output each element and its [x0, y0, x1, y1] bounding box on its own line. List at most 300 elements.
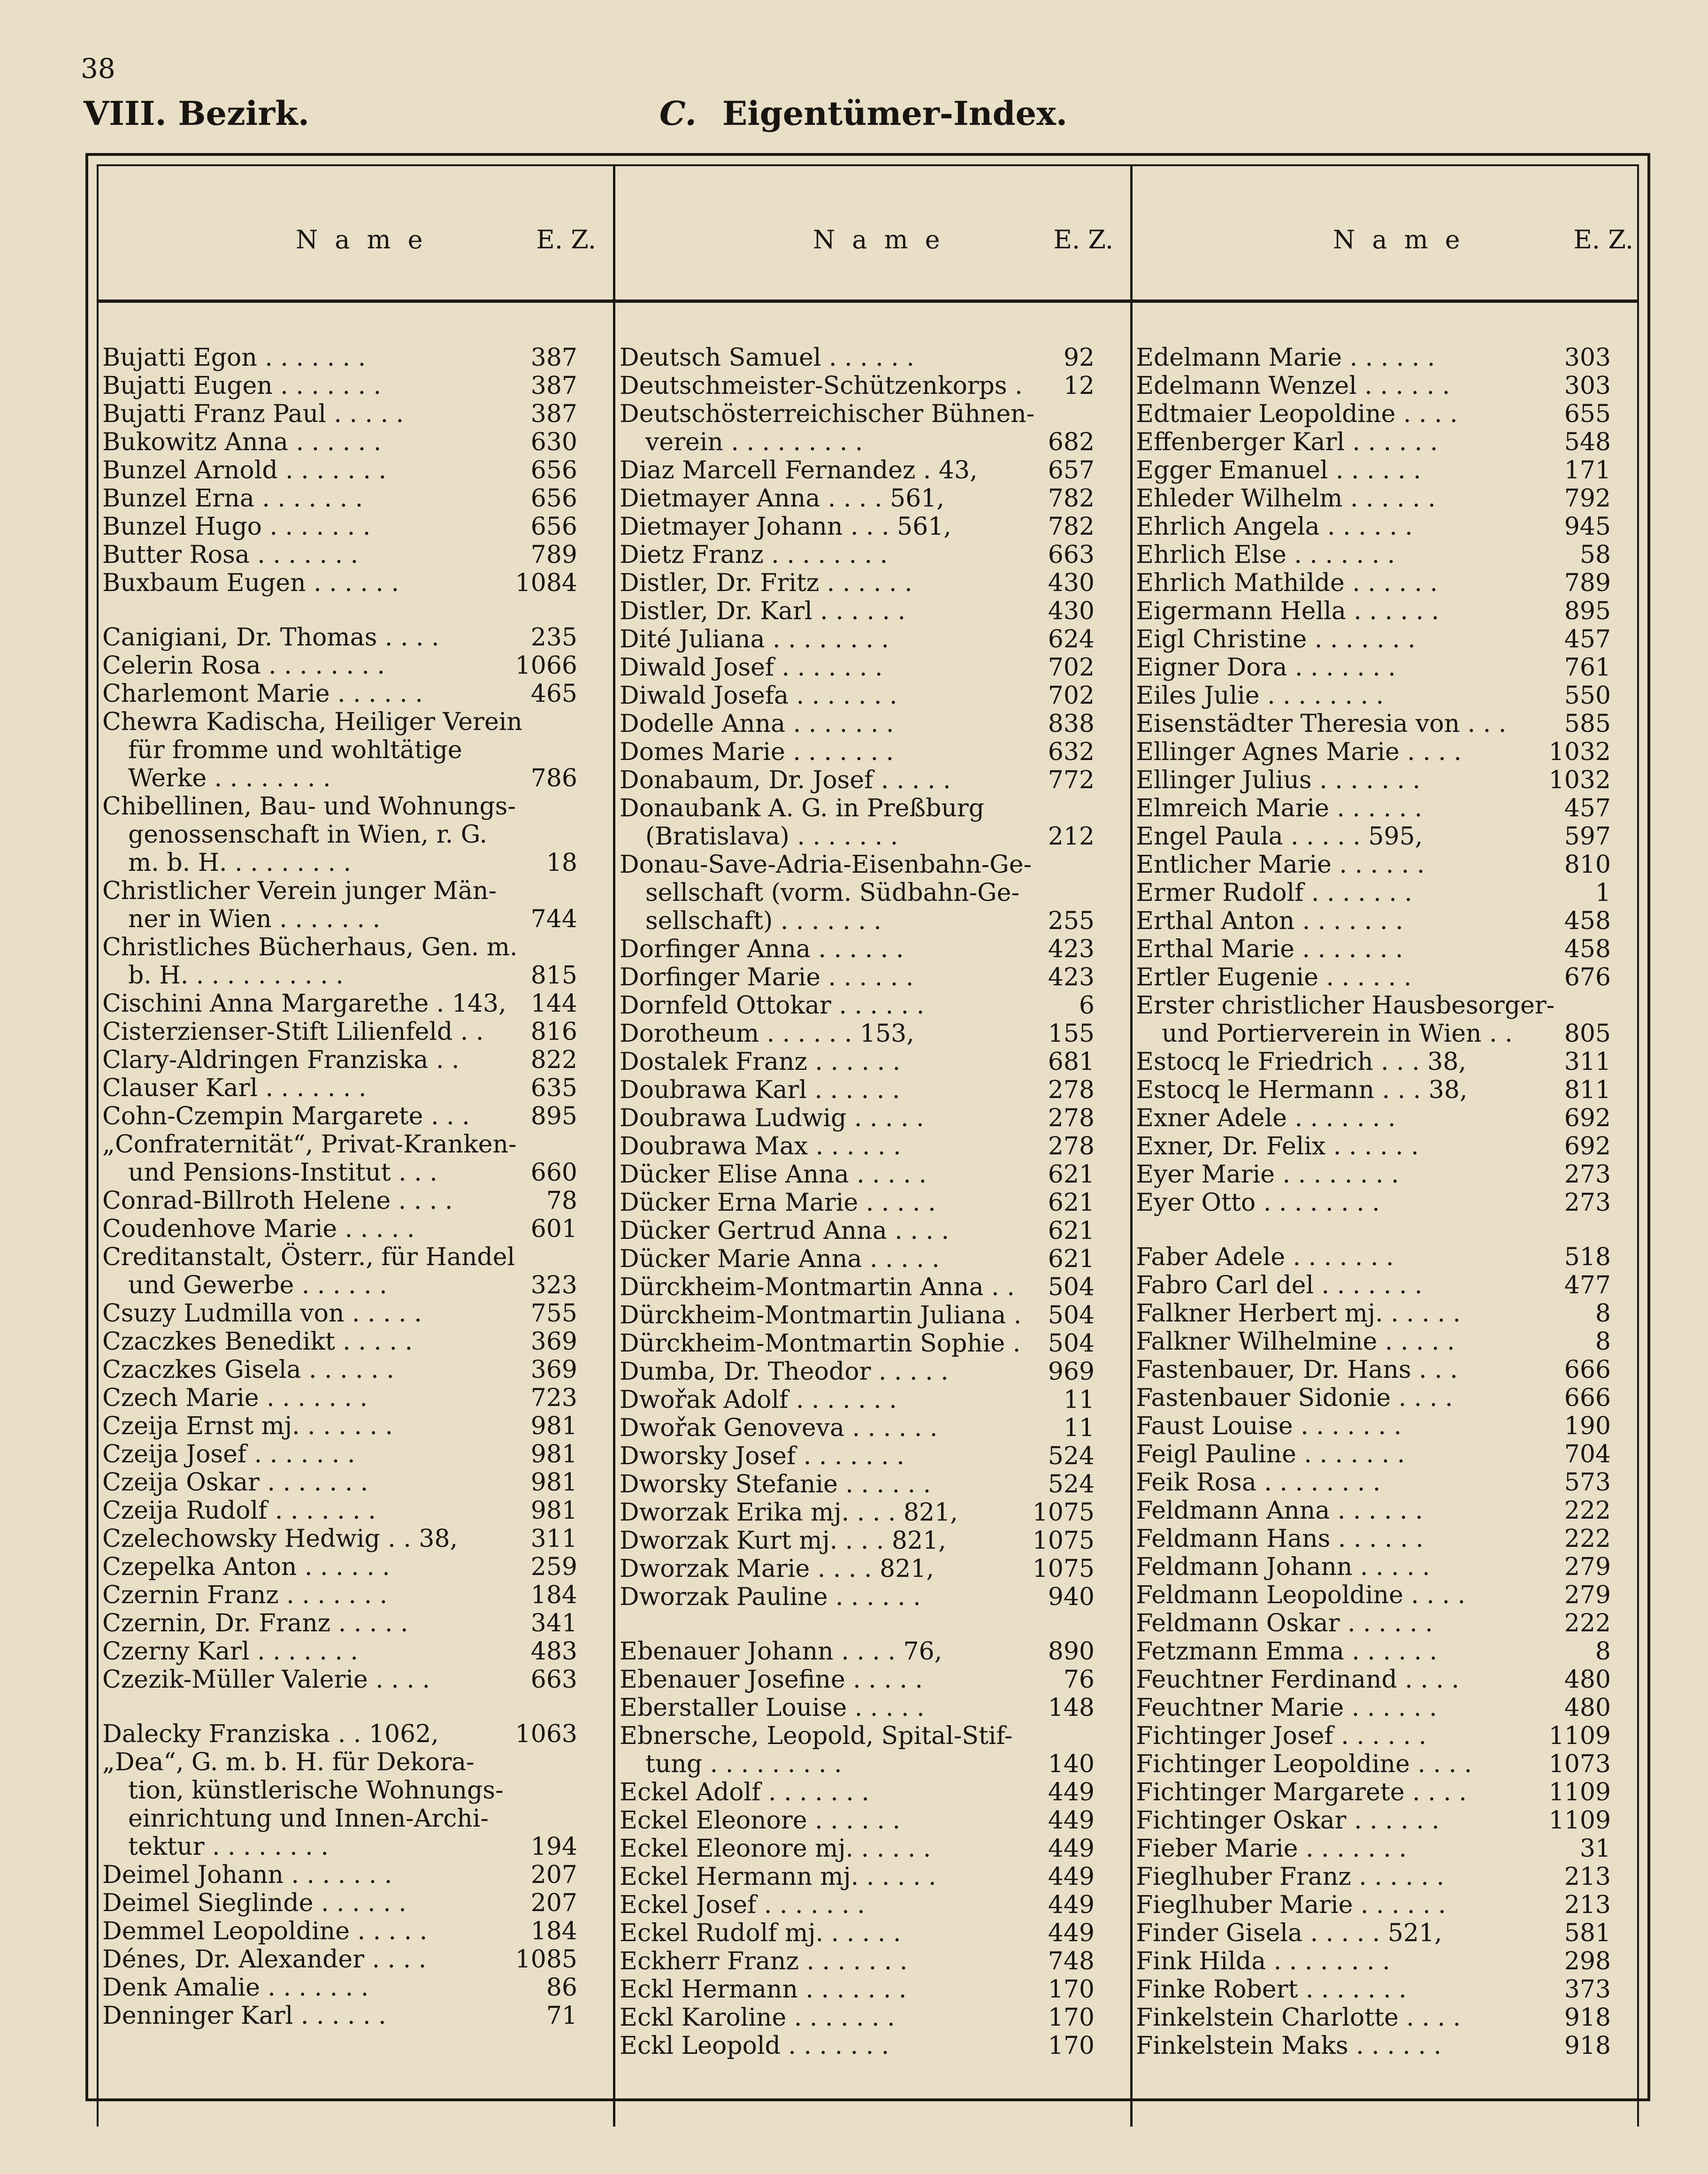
section-heading: VIII. Bezirk.	[84, 94, 310, 133]
index-entry	[102, 1861, 577, 1889]
entry-name: Diwald Josefa . . . . . . .	[620, 682, 897, 710]
entry-name: Ellinger Julius . . . . . . .	[1136, 766, 1420, 794]
entry-name: Entlicher Marie . . . . . .	[1136, 851, 1425, 879]
entry-name: Eckl Hermann . . . . . . .	[620, 1975, 907, 2004]
entry-name: Fastenbauer, Dr. Hans . . .	[1136, 1356, 1458, 1384]
entry-name: und Portierverein in Wien . .	[1162, 1020, 1513, 1048]
entry-ez: 477	[1564, 1271, 1611, 1299]
entry-name: Fichtinger Margarete . . . .	[1136, 1778, 1467, 1806]
index-entry	[1136, 1637, 1611, 1666]
entry-ez: 449	[1048, 1863, 1095, 1891]
entry-ez: 457	[1564, 794, 1611, 822]
index-entry	[102, 1299, 577, 1328]
entry-name: Czepelka Anton . . . . . .	[102, 1553, 390, 1581]
entry-ez: 744	[530, 905, 577, 933]
index-entry	[102, 1720, 577, 1748]
entry-ez: 155	[1048, 1020, 1095, 1048]
entry-ez: 656	[530, 456, 577, 484]
header-ez-label: E. Z.	[1053, 225, 1113, 254]
entry-name: Czech Marie . . . . . . .	[102, 1384, 368, 1412]
index-entry	[1136, 597, 1611, 625]
index-entry	[620, 1132, 1095, 1160]
index-entry	[620, 1863, 1095, 1891]
entry-name: Elmreich Marie . . . . . .	[1136, 794, 1423, 822]
index-entry	[102, 1468, 577, 1497]
entry-name: Ellinger Agnes Marie . . . .	[1136, 738, 1462, 766]
entry-name: Dalecky Franziska . . 1062,	[102, 1720, 439, 1748]
entry-ez: 78	[546, 1187, 577, 1215]
entry-ez: 748	[1048, 1947, 1095, 1975]
entry-name: Dworzak Erika mj. . . . 821,	[620, 1498, 958, 1527]
index-entry	[1136, 2032, 1611, 2060]
entry-ez: 981	[530, 1412, 577, 1440]
index-column-1	[102, 344, 577, 2030]
index-entry	[102, 1328, 577, 1356]
entry-ez: 630	[530, 428, 577, 456]
entry-ez: 666	[1564, 1356, 1611, 1384]
entry-ez: 12	[1063, 372, 1095, 400]
entry-name: Denk Amalie . . . . . . .	[102, 1974, 369, 2002]
entry-name: Ehrlich Else . . . . . . .	[1136, 541, 1395, 569]
index-entry	[620, 963, 1095, 991]
index-entry	[102, 792, 577, 821]
entry-name: Ehleder Wilhelm . . . . . .	[1136, 484, 1436, 513]
entry-ez: 255	[1048, 907, 1095, 935]
entry-ez: 144	[530, 990, 577, 1018]
entry-name: Bukowitz Anna . . . . . .	[102, 428, 382, 456]
entry-name: Dietmayer Johann . . . 561,	[620, 513, 951, 541]
entry-name: Dücker Marie Anna . . . . .	[620, 1245, 940, 1273]
entry-name: tektur . . . . . . . .	[128, 1833, 329, 1861]
entry-name: Czernin, Dr. Franz . . . . .	[102, 1609, 408, 1637]
index-entry	[1136, 1132, 1611, 1160]
entry-name: Czerny Karl . . . . . . .	[102, 1637, 358, 1666]
entry-name: Falkner Herbert mj. . . . . .	[1136, 1299, 1461, 1328]
entry-name: (Bratislava) . . . . . . .	[645, 822, 898, 851]
entry-name: Czaczkes Benedikt . . . . .	[102, 1328, 413, 1356]
entry-name: Czeija Oskar . . . . . . .	[102, 1468, 368, 1497]
entry-name: und Gewerbe . . . . . .	[128, 1271, 387, 1299]
entry-name: Fichtinger Oskar . . . . . .	[1136, 1806, 1440, 1835]
entry-ez: 1085	[515, 1945, 577, 1974]
entry-name: Finkelstein Maks . . . . . .	[1136, 2032, 1441, 2060]
entry-name: Fichtinger Josef . . . . . .	[1136, 1722, 1426, 1750]
entry-name: Erthal Marie . . . . . . .	[1136, 935, 1403, 963]
index-entry	[1136, 1356, 1611, 1384]
index-entry	[1136, 1384, 1611, 1412]
entry-ez: 483	[530, 1637, 577, 1666]
index-entry	[102, 905, 577, 933]
entry-ez: 273	[1564, 1189, 1611, 1217]
index-entry	[620, 682, 1095, 710]
entry-ez: 171	[1564, 456, 1611, 484]
index-entry	[620, 569, 1095, 597]
index-entry	[1136, 907, 1611, 935]
entry-ez: 184	[530, 1917, 577, 1945]
index-entry	[620, 1919, 1095, 1947]
entry-name: Eckel Adolf . . . . . . .	[620, 1778, 869, 1806]
entry-ez: 981	[530, 1440, 577, 1468]
entry-name: Estocq le Friedrich . . . 38,	[1136, 1048, 1466, 1076]
index-entry	[102, 1637, 577, 1666]
entry-ez: 8	[1595, 1328, 1611, 1356]
header-name-label: Name	[1333, 225, 1477, 254]
entry-ez: 213	[1564, 1891, 1611, 1919]
entry-ez: 373	[1564, 1975, 1611, 2004]
index-entry	[620, 1076, 1095, 1104]
index-entry	[102, 1805, 577, 1833]
index-entry	[1136, 710, 1611, 738]
entry-name: Czelechowsky Hedwig . . 38,	[102, 1525, 458, 1553]
index-entry	[620, 2032, 1095, 2060]
entry-ez: 621	[1048, 1245, 1095, 1273]
index-entry	[102, 1074, 577, 1102]
entry-ez: 465	[530, 680, 577, 708]
index-entry	[102, 1102, 577, 1130]
entry-name: Charlemont Marie . . . . . .	[102, 680, 423, 708]
entry-name: Egger Emanuel . . . . . .	[1136, 456, 1421, 484]
entry-name: Donaubank A. G. in Preßburg	[620, 794, 985, 822]
entry-name: Dworzak Kurt mj. . . . 821,	[620, 1527, 946, 1555]
entry-ez: 298	[1564, 1947, 1611, 1975]
index-entry	[1136, 1160, 1611, 1189]
index-entry	[102, 1917, 577, 1945]
index-entry	[1136, 653, 1611, 682]
index-entry	[620, 513, 1095, 541]
entry-ez: 723	[530, 1384, 577, 1412]
entry-ez: 457	[1564, 625, 1611, 653]
index-letter: C.	[659, 94, 697, 133]
entry-name: Czezik-Müller Valerie . . . .	[102, 1666, 430, 1694]
index-entry	[620, 851, 1095, 879]
entry-ez: 259	[530, 1553, 577, 1581]
entry-ez: 682	[1048, 428, 1095, 456]
entry-name: einrichtung und Innen-Archi-	[128, 1805, 489, 1833]
entry-ez: 504	[1048, 1273, 1095, 1301]
entry-ez: 676	[1564, 963, 1611, 991]
entry-ez: 1075	[1032, 1527, 1095, 1555]
index-entry	[102, 456, 577, 484]
index-entry	[1136, 2004, 1611, 2032]
entry-name: Diwald Josef . . . . . . .	[620, 653, 883, 682]
index-entry	[620, 597, 1095, 625]
entry-ez: 140	[1048, 1750, 1095, 1778]
index-entry	[102, 372, 577, 400]
entry-name: Feuchtner Marie . . . . . .	[1136, 1694, 1437, 1722]
index-entry	[1136, 1581, 1611, 1609]
entry-ez: 621	[1048, 1217, 1095, 1245]
entry-ez: 524	[1048, 1470, 1095, 1498]
entry-ez: 918	[1564, 2004, 1611, 2032]
entry-ez: 792	[1564, 484, 1611, 513]
index-entry	[1136, 1189, 1611, 1243]
entry-ez: 278	[1048, 1076, 1095, 1104]
entry-ez: 656	[530, 513, 577, 541]
index-entry	[620, 822, 1095, 851]
entry-name: Donabaum, Dr. Josef . . . . .	[620, 766, 951, 794]
entry-name: Czeija Josef . . . . . . .	[102, 1440, 355, 1468]
header-name-label: Name	[813, 225, 957, 254]
index-entry	[1136, 1076, 1611, 1104]
entry-name: Denninger Karl . . . . . .	[102, 2002, 386, 2030]
entry-ez: 430	[1048, 597, 1095, 625]
index-entry	[620, 907, 1095, 935]
entry-name: Fieglhuber Franz . . . . . .	[1136, 1863, 1445, 1891]
index-entry	[1136, 1947, 1611, 1975]
entry-ez: 838	[1048, 710, 1095, 738]
entry-name: Exner, Dr. Felix . . . . . .	[1136, 1132, 1419, 1160]
entry-name: Deimel Johann . . . . . . .	[102, 1861, 392, 1889]
entry-ez: 681	[1048, 1048, 1095, 1076]
index-entry	[620, 344, 1095, 372]
index-entry	[1136, 456, 1611, 484]
entry-ez: 621	[1048, 1189, 1095, 1217]
entry-name: Dworzak Marie . . . . 821,	[620, 1555, 934, 1583]
entry-ez: 1032	[1548, 738, 1611, 766]
entry-ez: 945	[1564, 513, 1611, 541]
index-entry	[102, 569, 577, 623]
entry-name: Butter Rosa . . . . . . .	[102, 541, 359, 569]
entry-name: Bujatti Franz Paul . . . . .	[102, 400, 404, 428]
entry-ez: 170	[1048, 2032, 1095, 2060]
index-entry	[620, 1947, 1095, 1975]
entry-ez: 279	[1564, 1553, 1611, 1581]
entry-ez: 810	[1564, 851, 1611, 879]
entry-name: Ermer Rudolf . . . . . . .	[1136, 879, 1412, 907]
index-entry	[102, 1833, 577, 1861]
entry-ez: 1075	[1032, 1555, 1095, 1583]
entry-name: Dücker Erna Marie . . . . .	[620, 1189, 936, 1217]
entry-name: und Pensions-Institut . . .	[128, 1159, 437, 1187]
entry-ez: 222	[1564, 1609, 1611, 1637]
entry-name: Feldmann Oskar . . . . . .	[1136, 1609, 1433, 1637]
entry-ez: 772	[1048, 766, 1095, 794]
entry-ez: 423	[1048, 963, 1095, 991]
entry-name: Effenberger Karl . . . . . .	[1136, 428, 1438, 456]
entry-ez: 981	[530, 1497, 577, 1525]
index-entry	[1136, 1863, 1611, 1891]
index-entry	[1136, 1048, 1611, 1076]
entry-ez: 786	[530, 764, 577, 792]
index-entry	[102, 1497, 577, 1525]
entry-name: Clary-Aldringen Franziska . .	[102, 1046, 460, 1074]
entry-name: Fastenbauer Sidonie . . . .	[1136, 1384, 1453, 1412]
entry-ez: 148	[1048, 1694, 1095, 1722]
entry-name: Feik Rosa . . . . . . . .	[1136, 1468, 1381, 1497]
index-entry	[620, 456, 1095, 484]
index-entry	[102, 428, 577, 456]
index-entry	[1136, 1919, 1611, 1947]
entry-ez: 303	[1564, 372, 1611, 400]
entry-name: Ertler Eugenie . . . . . .	[1136, 963, 1412, 991]
index-entry	[1136, 1750, 1611, 1778]
entry-ez: 504	[1048, 1329, 1095, 1358]
entry-ez: 789	[530, 541, 577, 569]
index-entry	[1136, 400, 1611, 428]
entry-ez: 387	[530, 372, 577, 400]
index-entry	[1136, 1806, 1611, 1835]
entry-name: Eigermann Hella . . . . . .	[1136, 597, 1440, 625]
index-entry	[102, 1776, 577, 1805]
entry-name: Fichtinger Leopoldine . . . .	[1136, 1750, 1472, 1778]
entry-name: Ehrlich Angela . . . . . .	[1136, 513, 1413, 541]
entry-name: Eckherr Franz . . . . . . .	[620, 1947, 908, 1975]
entry-name: Domes Marie . . . . . . .	[620, 738, 894, 766]
index-entry	[102, 1046, 577, 1074]
entry-ez: 1032	[1548, 766, 1611, 794]
entry-ez: 1084	[515, 569, 577, 597]
entry-ez: 755	[530, 1299, 577, 1328]
entry-ez: 303	[1564, 344, 1611, 372]
entry-name: Erthal Anton . . . . . . .	[1136, 907, 1403, 935]
index-entry	[102, 764, 577, 792]
entry-name: Edelmann Marie . . . . . .	[1136, 344, 1435, 372]
index-entry	[620, 879, 1095, 907]
entry-ez: 18	[546, 849, 577, 877]
index-entry	[620, 1160, 1095, 1189]
index-entry	[1136, 1104, 1611, 1132]
entry-name: Dürckheim-Montmartin Juliana .	[620, 1301, 1022, 1329]
index-entry	[102, 1271, 577, 1299]
entry-name: Ebenauer Josefine . . . . .	[620, 1666, 923, 1694]
index-entry	[102, 1215, 577, 1243]
entry-name: Csuzy Ludmilla von . . . . .	[102, 1299, 422, 1328]
index-entry	[102, 1412, 577, 1440]
index-entry	[102, 961, 577, 990]
entry-name: Canigiani, Dr. Thomas . . . .	[102, 623, 439, 652]
entry-ez: 624	[1048, 625, 1095, 653]
entry-name: Bunzel Arnold . . . . . . .	[102, 456, 387, 484]
index-entry	[102, 513, 577, 541]
entry-name: Fetzmann Emma . . . . . .	[1136, 1637, 1438, 1666]
entry-name: Faber Adele . . . . . . .	[1136, 1243, 1394, 1271]
entry-ez: 702	[1048, 653, 1095, 682]
index-entry	[620, 372, 1095, 400]
entry-ez: 518	[1564, 1243, 1611, 1271]
index-entry	[1136, 963, 1611, 991]
index-entry	[102, 849, 577, 877]
entry-ez: 782	[1048, 484, 1095, 513]
index-entry	[620, 794, 1095, 822]
entry-ez: 597	[1564, 822, 1611, 851]
entry-name: Cohn-Czempin Margarete . . .	[102, 1102, 470, 1130]
entry-name: Cischini Anna Margarethe . 143,	[102, 990, 506, 1018]
index-entry	[102, 708, 577, 736]
entry-ez: 449	[1048, 1778, 1095, 1806]
index-entry	[1136, 1328, 1611, 1356]
entry-ez: 655	[1564, 400, 1611, 428]
index-entry	[1136, 766, 1611, 794]
entry-name: Dwořak Adolf . . . . . . .	[620, 1386, 897, 1414]
entry-name: Conrad-Billroth Helene . . . .	[102, 1187, 453, 1215]
entry-name: Deimel Sieglinde . . . . . .	[102, 1889, 406, 1917]
entry-ez: 449	[1048, 1919, 1095, 1947]
index-entry	[102, 990, 577, 1018]
entry-ez: 1063	[515, 1720, 577, 1748]
entry-name: Buxbaum Eugen . . . . . .	[102, 569, 399, 597]
entry-name: Donau-Save-Adria-Eisenbahn-Ge-	[620, 851, 1032, 879]
index-entry	[1136, 1440, 1611, 1468]
entry-ez: 656	[530, 484, 577, 513]
entry-ez: 369	[530, 1356, 577, 1384]
entry-name: Czernin Franz . . . . . . .	[102, 1581, 388, 1609]
entry-ez: 1109	[1548, 1778, 1611, 1806]
entry-ez: 657	[1048, 456, 1095, 484]
entry-ez: 11	[1063, 1386, 1095, 1414]
entry-ez: 194	[530, 1833, 577, 1861]
index-entry	[1136, 484, 1611, 513]
entry-ez: 190	[1564, 1412, 1611, 1440]
entry-name: Eiles Julie . . . . . . . .	[1136, 682, 1384, 710]
index-entry	[1136, 428, 1611, 456]
entry-name: Celerin Rosa . . . . . . . .	[102, 652, 385, 680]
entry-name: Erster christlicher Hausbesorger-	[1136, 991, 1555, 1020]
entry-name: Chibellinen, Bau- und Wohnungs-	[102, 792, 516, 821]
entry-ez: 811	[1564, 1076, 1611, 1104]
entry-name: Dücker Elise Anna . . . . .	[620, 1160, 927, 1189]
entry-ez: 311	[530, 1525, 577, 1553]
index-entry	[1136, 1722, 1611, 1750]
index-entry	[620, 1358, 1095, 1386]
entry-ez: 8	[1595, 1637, 1611, 1666]
entry-name: Dürckheim-Montmartin Sophie .	[620, 1329, 1021, 1358]
entry-ez: 387	[530, 400, 577, 428]
index-entry	[620, 1189, 1095, 1217]
entry-ez: 1075	[1032, 1498, 1095, 1527]
entry-ez: 58	[1579, 541, 1611, 569]
index-entry	[620, 1583, 1095, 1637]
entry-ez: 341	[530, 1609, 577, 1637]
entry-name: Feldmann Anna . . . . . .	[1136, 1497, 1423, 1525]
entry-name: Czeija Ernst mj. . . . . . .	[102, 1412, 393, 1440]
entry-ez: 585	[1564, 710, 1611, 738]
entry-name: tung . . . . . . . . .	[645, 1750, 842, 1778]
entry-name: Fieber Marie . . . . . . .	[1136, 1835, 1407, 1863]
entry-ez: 704	[1564, 1440, 1611, 1468]
entry-ez: 940	[1048, 1583, 1095, 1611]
entry-name: Bujatti Egon . . . . . . .	[102, 344, 366, 372]
index-entry	[620, 1975, 1095, 2004]
entry-ez: 635	[530, 1074, 577, 1102]
header-ez-label: E. Z.	[536, 225, 596, 254]
entry-ez: 692	[1564, 1132, 1611, 1160]
entry-ez: 311	[1564, 1048, 1611, 1076]
index-entry	[620, 991, 1095, 1020]
entry-name: Edtmaier Leopoldine . . . .	[1136, 400, 1458, 428]
index-entry	[1136, 1299, 1611, 1328]
index-entry	[102, 2002, 577, 2030]
entry-ez: 387	[530, 344, 577, 372]
index-entry	[102, 1748, 577, 1776]
entry-name: Eigner Dora . . . . . . .	[1136, 653, 1396, 682]
entry-name: Dwořak Genoveva . . . . . .	[620, 1414, 938, 1442]
entry-name: genossenschaft in Wien, r. G.	[128, 821, 488, 849]
entry-ez: 895	[530, 1102, 577, 1130]
index-entry	[620, 1806, 1095, 1835]
index-entry	[620, 625, 1095, 653]
index-entry	[1136, 1412, 1611, 1440]
entry-name: Doubrawa Max . . . . . .	[620, 1132, 901, 1160]
index-entry	[1136, 1891, 1611, 1919]
index-entry	[620, 1414, 1095, 1442]
index-entry	[620, 2004, 1095, 2032]
header-ez-label: E. Z.	[1573, 225, 1633, 254]
index-entry	[102, 1553, 577, 1581]
entry-name: Distler, Dr. Fritz . . . . . .	[620, 569, 912, 597]
entry-name: Czaczkes Gisela . . . . . .	[102, 1356, 394, 1384]
entry-ez: 816	[530, 1018, 577, 1046]
index-entry	[620, 428, 1095, 456]
